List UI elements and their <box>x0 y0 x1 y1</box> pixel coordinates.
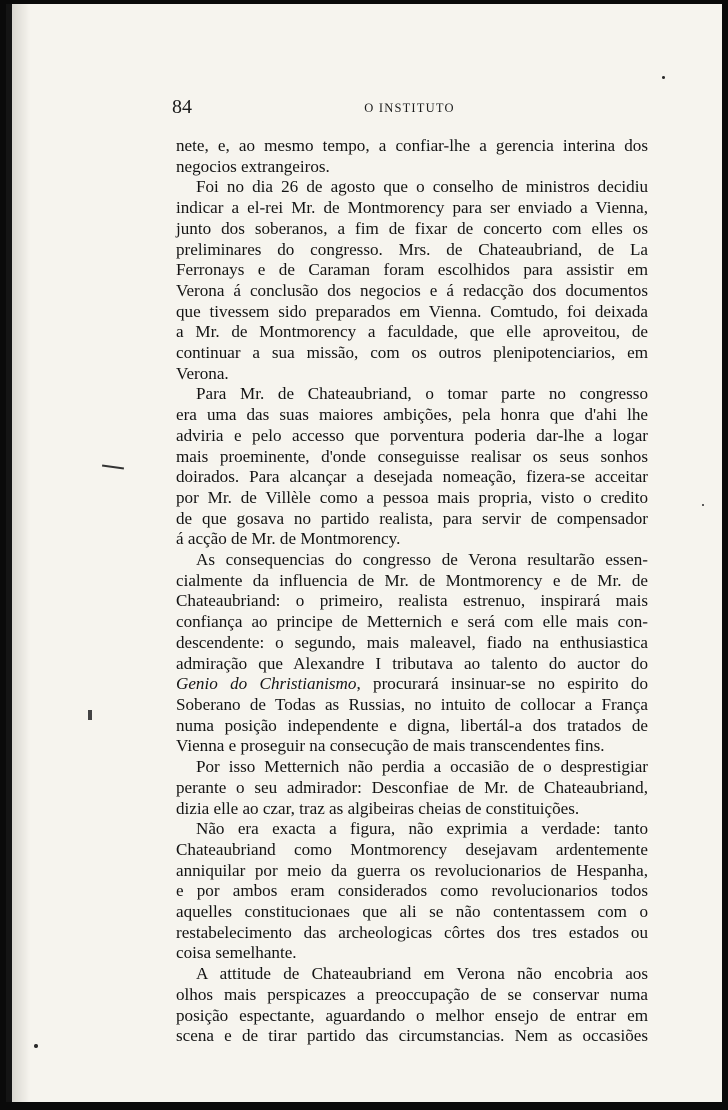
text-line: a Mr. de Montmorency a faculdade, que elle aproveitou, de <box>176 322 648 342</box>
text-line: olhos mais perspicazes a preoccupação de se conservar numa <box>176 984 648 1004</box>
text-line: e por ambos eram considerados como revolucionarios todos <box>176 881 648 901</box>
text-line: adviria e pelo accesso que porventura poderia dar-lhe a logar <box>176 425 648 445</box>
text-line: mais proeminente, d'onde conseguisse realisar os seus sonhos <box>176 446 648 466</box>
margin-mark <box>102 464 124 469</box>
text-line: admiração que Alexandre I tributava ao talento do auctor do <box>176 653 648 673</box>
paper-speck <box>702 504 704 506</box>
text-line: posição espectante, aguardando o melhor ensejo de entrar em <box>176 1005 648 1025</box>
text-line: confiança ao principe de Metternich e será com elle mais con- <box>176 612 648 632</box>
text-line: Por isso Metternich não perdia a occasião de o desprestigiar <box>196 757 648 777</box>
text-line: Genio do Christianismo, procurará insinuar-se no espirito do <box>176 674 648 694</box>
text-line: continuar a sua missão, com os outros plenipotenciarios, em <box>176 343 648 363</box>
paper-speck <box>662 76 665 79</box>
text-line: indicar a el-rei Mr. de Montmorency para ser enviado a Vienna, <box>176 198 648 218</box>
paper-speck <box>34 1044 38 1048</box>
text-line: numa posição independente e digna, libertál-a dos tratados de <box>176 715 648 735</box>
text-line: aquelles constitucionaes que ali se não contentassem com o <box>176 902 648 922</box>
page-gutter-shadow <box>12 4 30 1102</box>
text-line: descendente: o segundo, mais maleavel, fiado na enthusiastica <box>176 632 648 652</box>
text-line: Ferronays e de Caraman foram escolhidos para assistir em <box>176 260 648 280</box>
text-line: era uma das suas maiores ambições, pela honra que d'ahi lhe <box>176 405 648 425</box>
body-text <box>176 136 648 1047</box>
text-line: doirados. Para alcançar a desejada nomeação, fizera-se acceitar <box>176 467 648 487</box>
text-line: que tivessem sido preparados em Vienna. Comtudo, foi deixada <box>176 301 648 321</box>
text-line: scena e de tirar partido das circumstancias. Nem as occasiões <box>176 1026 648 1046</box>
page-number: 84 <box>172 96 192 118</box>
text-line: cialmente da influencia de Mr. de Montmorency e de Mr. de <box>176 570 648 590</box>
text-line: de que gosava no partido realista, para servir de compensador <box>176 508 648 528</box>
scanned-page <box>6 4 722 1102</box>
text-line: coisa semelhante. <box>176 943 297 963</box>
text-line: Chateaubriand: o primeiro, realista estrenuo, inspirará mais <box>176 591 648 611</box>
text-line: restabelecimento das archeologicas côrtes dos tres estados ou <box>176 922 648 942</box>
text-line: Verona. <box>176 363 229 383</box>
margin-mark <box>88 710 92 720</box>
text-line: Foi no dia 26 de agosto que o conselho de ministros decidiu <box>196 177 648 197</box>
text-line: Chateaubriand como Montmorency desejavam ardentemente <box>176 839 648 859</box>
text-line: Vienna e proseguir na consecução de mais transcendentes fins. <box>176 736 605 756</box>
text-line: anniquilar por meio da guerra os revolucionarios de Hespanha, <box>176 860 648 880</box>
text-line: dizia elle ao czar, traz as algibeiras cheias de constituições. <box>176 798 580 818</box>
text-line: junto dos soberanos, a fim de fixar de concerto com elles os <box>176 218 648 238</box>
text-line: preliminares do congresso. Mrs. de Chateaubriand, de La <box>176 239 648 259</box>
page-header <box>172 96 647 120</box>
text-line: Verona á conclusão dos negocios e á redacção dos documentos <box>176 280 648 300</box>
text-line: nete, e, ao mesmo tempo, a confiar-lhe a gerencia interina dos <box>176 136 648 155</box>
text-line: á acção de Mr. de Montmorency. <box>176 529 401 549</box>
text-line: Para Mr. de Chateaubriand, o tomar parte no congresso <box>196 384 648 404</box>
book-title: Genio do Christianismo <box>176 674 357 694</box>
text-line: As consequencias do congresso de Verona resultarão essen- <box>196 550 648 570</box>
text-line: A attitude de Chateaubriand em Verona não encobria aos <box>196 964 648 984</box>
text-line: perante o seu admirador: Desconfiae de Mr. de Chateaubriand, <box>176 777 648 797</box>
text-line: por Mr. de Villèle como a pessoa mais propria, visto o credito <box>176 487 648 507</box>
text-line: Soberano de Todas as Russias, no intuito de collocar a França <box>176 694 648 714</box>
running-title: O INSTITUTO <box>364 101 455 115</box>
text-line: negocios extrangeiros. <box>176 156 330 176</box>
text-line: Não era exacta a figura, não exprimia a verdade: tanto <box>196 819 648 839</box>
